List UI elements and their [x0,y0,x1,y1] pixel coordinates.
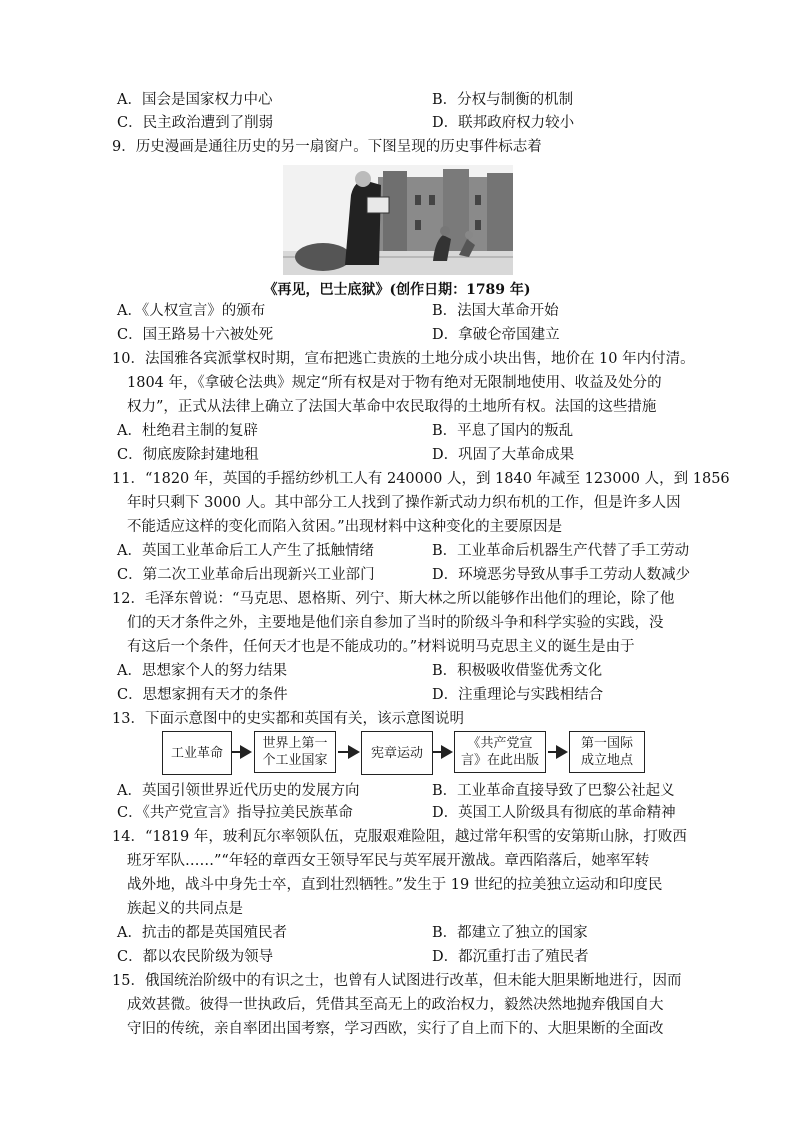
q13-flow-diagram [0,731,794,777]
q8-option-d: D．联邦政府权力较小 [432,115,575,131]
q11-option-d: D．环境恶劣导致从事手工劳动人数减少 [432,567,691,583]
q10-stem-line1: 10．法国雅各宾派掌权时期，宣布把逃亡贵族的土地分成小块出售，地价在 10 年内付清。 [112,351,695,367]
q14-stem-line1: 14．“1819 年，玻利瓦尔率领队伍，克服艰难险阻，越过常年积雪的安第斯山脉，打败西 [112,829,687,845]
q10-option-d: D．巩固了大革命成果 [432,447,575,463]
q14-option-d: D．都沉重打击了殖民者 [432,949,589,965]
q14-stem-line4: 族起义的共同点是 [127,901,243,917]
flow-box-first-international: 第一国际成立地点 [569,731,645,773]
q9-option-b: B．法国大革命开始 [432,303,559,319]
q8-option-a: A．国会是国家权力中心 [117,92,273,108]
q12-option-c: C．思想家拥有天才的条件 [117,687,288,703]
q13-option-c: C．《共产党宣言》指导拉美民族革命 [117,805,353,821]
q14-option-a: A．抗击的都是英国殖民者 [117,925,287,941]
q8-option-b: B．分权与制衡的机制 [432,92,574,108]
q14-stem-line2: 班牙军队……”“年轻的章西女王领导军民与英军展开激战。章西陷落后，她率军转 [127,853,650,869]
q13-option-a: A．英国引领世界近代历史的发展方向 [117,783,360,799]
q14-option-c: C．都以农民阶级为领导 [117,949,274,965]
flow-box-industrial-revolution: 工业革命 [162,731,232,775]
q13-option-d: D．英国工人阶级具有彻底的革命精神 [432,805,676,821]
q9-stem: 9．历史漫画是通往历史的另一扇窗户。下图呈现的历史事件标志着 [112,139,542,155]
flow-box-first-industrial-nation: 世界上第一个工业国家 [254,731,336,773]
q13-option-b: B．工业革命直接导致了巴黎公社起义 [432,783,675,799]
q14-stem-line3: 战外地，战斗中身先士卒，直到壮烈牺牲。”发生于 19 世纪的拉美独立运动和印度民 [127,877,663,893]
q10-stem-line2: 1804 年，《拿破仑法典》规定“所有权是对于物有绝对无限制地使用、收益及处分的 [127,375,662,391]
q12-option-d: D．注重理论与实践相结合 [432,687,604,703]
flow-arrow-icon [240,745,252,759]
q15-stem-line2: 成效甚微。彼得一世执政后，凭借其至高无上的政治权力，毅然决然地抛弃俄国自大 [127,997,664,1013]
bastille-cartoon-image [283,165,513,275]
q15-stem-line3: 守旧的传统，亲自率团出国考察，学习西欧，实行了自上而下的、大胆果断的全面改 [127,1021,664,1037]
q11-option-c: C．第二次工业革命后出现新兴工业部门 [117,567,375,583]
q12-stem-line3: 有这后一个条件，任何天才也是不能成功的。”材料说明马克思主义的诞生是由于 [127,639,635,655]
flow-arrow-icon [556,745,568,759]
q9-option-a: A．《人权宣言》的颁布 [117,303,266,319]
flow-box-communist-manifesto: 《共产党宣言》在此出版 [454,731,546,773]
q10-option-b: B．平息了国内的叛乱 [432,423,574,439]
q11-stem-line3: 不能适应这样的变化而陷入贫困。”出现材料中这种变化的主要原因是 [127,519,563,535]
flow-box-chartist-movement: 宪章运动 [361,731,433,775]
flow-arrow-icon [348,745,360,759]
q11-option-a: A．英国工业革命后工人产生了抵触情绪 [117,543,374,559]
q10-option-a: A．杜绝君主制的复辟 [117,423,258,439]
q15-stem-line1: 15．俄国统治阶级中的有识之士，也曾有人试图进行改革，但未能大胆果断地进行，因而 [112,973,682,989]
q12-option-a: A．思想家个人的努力结果 [117,663,287,679]
q12-stem-line1: 12．毛泽东曾说：“马克思、恩格斯、列宁、斯大林之所以能够作出他们的理论，除了他 [112,591,675,607]
q12-option-b: B．积极吸收借鉴优秀文化 [432,663,603,679]
q10-stem-line3: 权力”，正式从法律上确立了法国大革命中农民取得的土地所有权。法国的这些措施 [127,399,657,415]
q9-option-d: D．拿破仑帝国建立 [432,327,560,343]
q9-option-c: C．国王路易十六被处死 [117,327,274,343]
q11-stem-line1: 11．“1820 年，英国的手摇纺纱机工人有 240000 人，到 1840 年减至 123000 人，到 1856 [112,471,730,487]
q9-image-caption: 《再见，巴士底狱》(创作日期：1789 年) [263,282,531,298]
q14-option-b: B．都建立了独立的国家 [432,925,588,941]
q12-stem-line2: 们的天才条件之外，主要地是他们亲自参加了当时的阶级斗争和科学实验的实践，没 [127,615,664,631]
q10-option-c: C．彻底废除封建地租 [117,447,259,463]
flow-arrow-icon [441,745,453,759]
q8-option-c: C．民主政治遭到了削弱 [117,115,274,131]
q11-option-b: B．工业革命后机器生产代替了手工劳动 [432,543,690,559]
q11-stem-line2: 年时只剩下 3000 人。其中部分工人找到了操作新式动力织布机的工作，但是许多人因 [127,495,681,511]
q13-stem: 13．下面示意图中的史实都和英国有关，该示意图说明 [112,711,464,727]
